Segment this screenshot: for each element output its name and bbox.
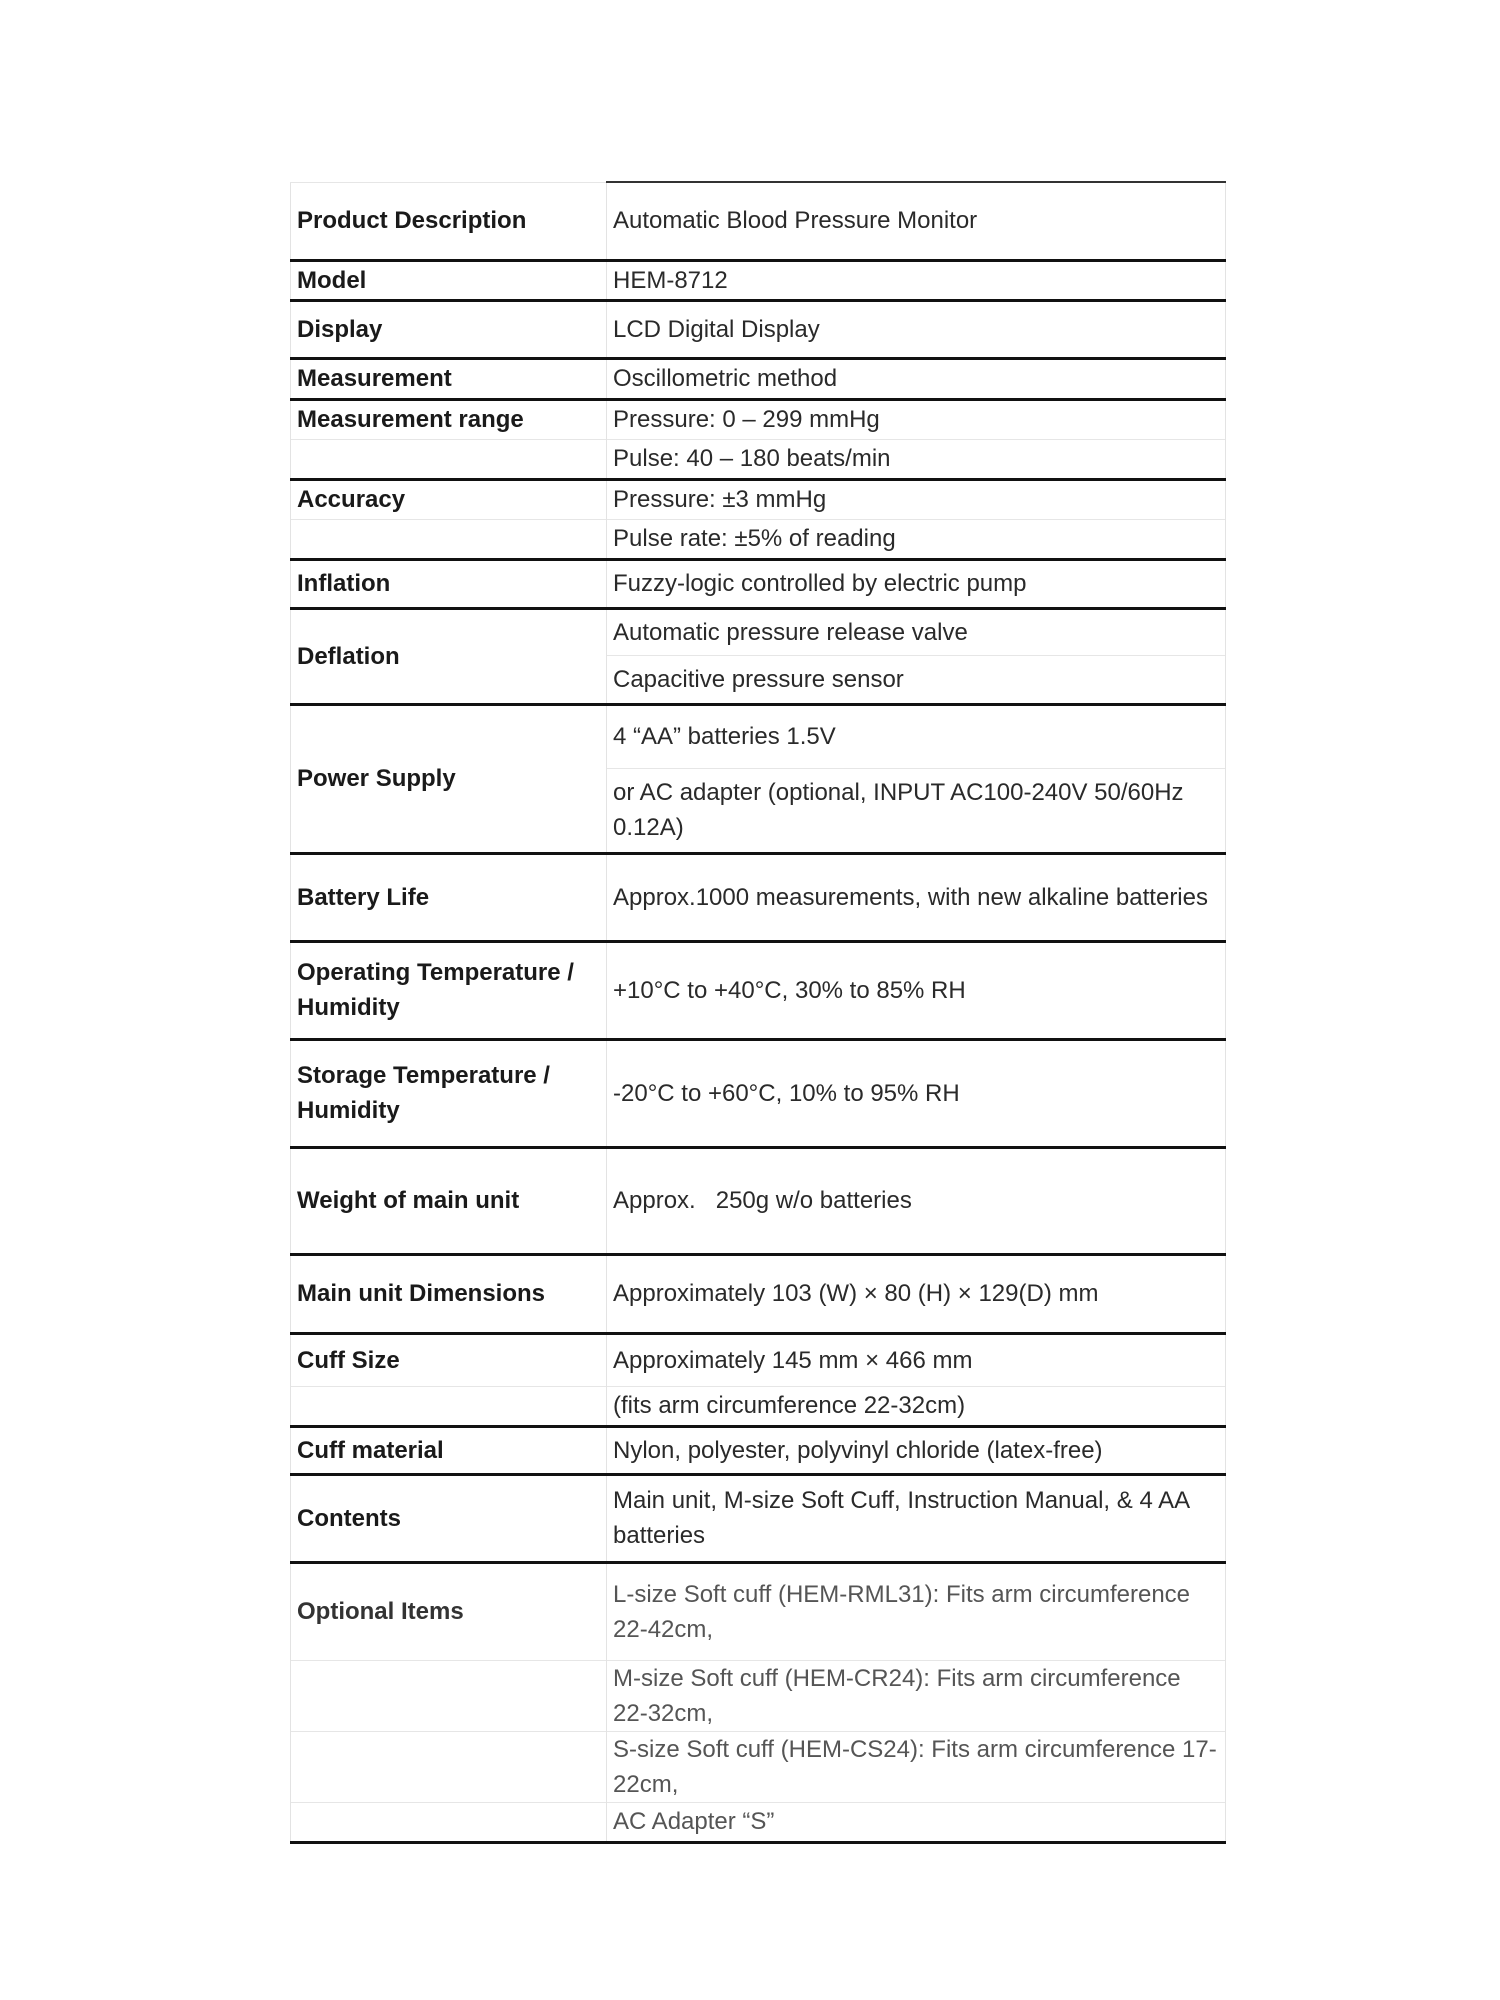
spec-value: Approximately 103 (W) × 80 (H) × 129(D) mm [607,1254,1226,1333]
spec-value: S-size Soft cuff (HEM-CS24): Fits arm circumference 17-22cm, [607,1731,1226,1802]
spec-value: Approx.1000 measurements, with new alkaline batteries [607,853,1226,941]
spec-row-deflation [291,608,1226,655]
spec-row-optional-items-cont-1 [291,1660,1226,1731]
spec-value: Fuzzy-logic controlled by electric pump [607,559,1226,608]
spec-value: Capacitive pressure sensor [607,655,1226,704]
spec-label: Storage Temperature / Humidity [291,1039,607,1147]
spec-row-model [291,260,1226,300]
spec-label: Battery Life [291,853,607,941]
spec-row-operating-temperature [291,941,1226,1039]
spec-label: Power Supply [291,704,607,853]
spec-label: Inflation [291,559,607,608]
spec-label: Deflation [291,608,607,704]
spec-row-contents [291,1474,1226,1562]
spec-row-accuracy [291,479,1226,519]
spec-value: Approximately 145 mm × 466 mm [607,1333,1226,1386]
spec-value: Pressure: ±3 mmHg [607,479,1226,519]
spec-table [290,181,1226,1844]
spec-label: Product Description [291,182,607,260]
spec-value: Automatic Blood Pressure Monitor [607,182,1226,260]
spec-value: HEM-8712 [607,260,1226,300]
spec-label: Display [291,300,607,358]
spec-value: Pulse rate: ±5% of reading [607,519,1226,559]
spec-row-cuff-material [291,1426,1226,1474]
spec-label: Weight of main unit [291,1147,607,1254]
spec-label: Cuff material [291,1426,607,1474]
spec-value: M-size Soft cuff (HEM-CR24): Fits arm circumference 22-32cm, [607,1660,1226,1731]
spec-value: or AC adapter (optional, INPUT AC100-240V 50/60Hz 0.12A) [607,768,1226,853]
spec-value: Pressure: 0 – 299 mmHg [607,399,1226,439]
spec-row-measurement-range [291,399,1226,439]
spec-row-optional-items [291,1562,1226,1660]
spec-row-dimensions [291,1254,1226,1333]
spec-row-accuracy-cont [291,519,1226,559]
spec-row-power-supply [291,704,1226,768]
spec-label: Contents [291,1474,607,1562]
spec-label: Operating Temperature / Humidity [291,941,607,1039]
spec-value: AC Adapter “S” [607,1802,1226,1842]
spec-row-measurement-range-cont [291,439,1226,479]
spec-row-display [291,300,1226,358]
spec-label: Measurement range [291,399,607,439]
spec-label: Main unit Dimensions [291,1254,607,1333]
spec-row-optional-items-cont-3 [291,1802,1226,1842]
spec-row-product-description [291,182,1226,260]
spec-row-optional-items-cont-2 [291,1731,1226,1802]
spec-value: Oscillometric method [607,358,1226,399]
spec-value: +10°C to +40°C, 30% to 85% RH [607,941,1226,1039]
spec-value: -20°C to +60°C, 10% to 95% RH [607,1039,1226,1147]
spec-label: Accuracy [291,479,607,519]
spec-row-measurement [291,358,1226,399]
spec-value: (fits arm circumference 22-32cm) [607,1386,1226,1426]
spec-value: 4 “AA” batteries 1.5V [607,704,1226,768]
spec-label: Cuff Size [291,1333,607,1386]
spec-row-inflation [291,559,1226,608]
spec-label: Measurement [291,358,607,399]
spec-row-battery-life [291,853,1226,941]
spec-value: Automatic pressure release valve [607,608,1226,655]
spec-row-cuff-size [291,1333,1226,1386]
spec-value: Nylon, polyester, polyvinyl chloride (latex-free) [607,1426,1226,1474]
spec-value: Approx. 250g w/o batteries [607,1147,1226,1254]
spec-value: Pulse: 40 – 180 beats/min [607,439,1226,479]
spec-label: Optional Items [291,1562,607,1660]
spec-value: L-size Soft cuff (HEM-RML31): Fits arm circumference 22-42cm, [607,1562,1226,1660]
spec-row-storage-temperature [291,1039,1226,1147]
spec-value: Main unit, M-size Soft Cuff, Instruction Manual, & 4 AA batteries [607,1474,1226,1562]
spec-row-weight [291,1147,1226,1254]
spec-row-cuff-size-cont [291,1386,1226,1426]
spec-value: LCD Digital Display [607,300,1226,358]
spec-label: Model [291,260,607,300]
